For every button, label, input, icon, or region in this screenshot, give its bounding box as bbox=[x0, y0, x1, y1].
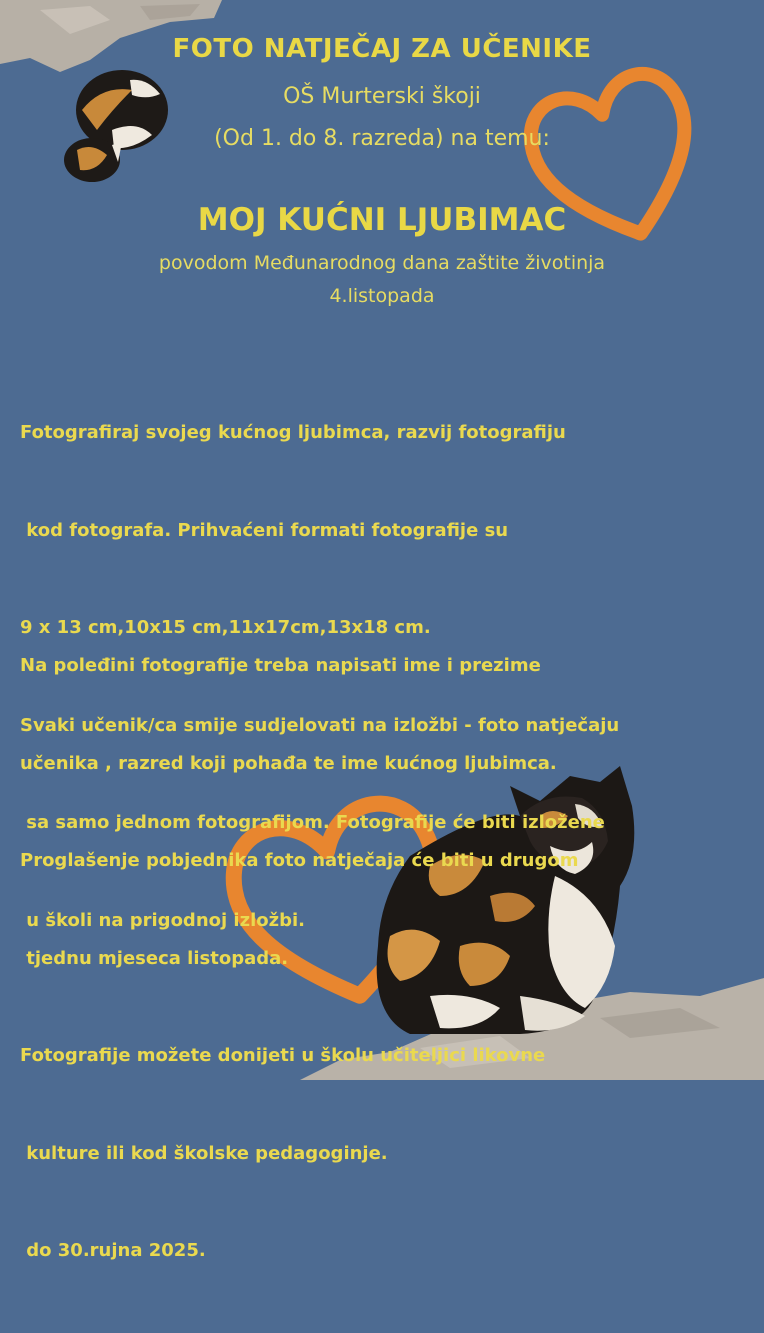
grades-topic-line: (Od 1. do 8. razreda) na temu: bbox=[214, 126, 550, 151]
text-line: u školi na prigodnoj izložbi. bbox=[20, 909, 305, 931]
cat-photo-small bbox=[52, 50, 172, 180]
poster-title: FOTO NATJEČAJ ZA UČENIKE bbox=[172, 34, 592, 64]
instructions-paragraph-2 bbox=[20, 585, 750, 1333]
text-line: Fotografiraj svojeg kućnog ljubimca, razvij fotografiju bbox=[20, 422, 566, 443]
text-line: Na poleđini fotografije treba napisati ime i prezime bbox=[20, 655, 541, 676]
occasion-date: 4.listopada bbox=[329, 285, 435, 307]
text-line: 9 x 13 cm,10x15 cm,11x17cm,13x18 cm. bbox=[20, 617, 431, 638]
text-line: do 30.rujna 2025. bbox=[20, 1240, 206, 1261]
text-line: učenika , razred koji pohađa te ime kućnog ljubimca. bbox=[20, 752, 557, 774]
theme-title: MOJ KUĆNI LJUBIMAC bbox=[197, 202, 567, 238]
text-line: kod fotografa. Prihvaćeni formati fotografije su bbox=[20, 519, 509, 541]
occasion-line: povodom Međunarodnog dana zaštite životinja bbox=[158, 252, 606, 274]
text-line: kulture ili kod školske pedagoginje. bbox=[20, 1142, 388, 1164]
text-line: Svaki učenik/ca smije sudjelovati na izložbi - foto natječaju bbox=[20, 714, 620, 736]
school-name: OŠ Murterski škoji bbox=[283, 84, 481, 109]
text-line: Proglašenje pobjednika foto natječaja će biti u drugom bbox=[20, 850, 579, 871]
text-line: sa samo jednom fotografijom. Fotografije će biti izložene bbox=[20, 812, 605, 833]
text-line: tjednu mjeseca listopada. bbox=[20, 947, 289, 969]
text-line: Fotografije možete donijeti u školu učiteljici likovne bbox=[20, 1045, 546, 1066]
